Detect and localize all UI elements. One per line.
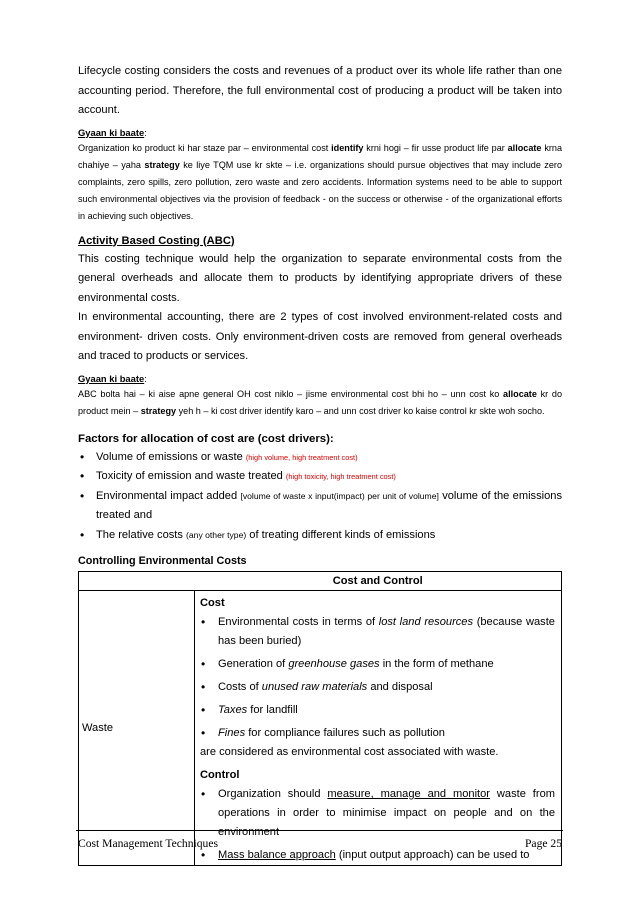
list-item: • Organization should measure, manage and monitor waste from operations in order to minimise impact on people and on the environment — [200, 785, 555, 842]
gyaan-heading-1: Gyaan ki baate: — [78, 126, 147, 138]
table-row — [79, 591, 562, 866]
cost-and-control-header: Cost and Control — [195, 572, 562, 591]
page-number: Page 25 — [524, 837, 562, 850]
control-subheading: Control — [200, 769, 240, 781]
cost-subheading: Cost — [200, 597, 225, 609]
table-header-row — [79, 572, 562, 591]
list-item: • Toxicity of emission and waste treated (high toxicity, high treatment cost) — [78, 467, 562, 487]
cost-summary: are considered as environmental cost associated with waste. — [200, 746, 499, 758]
list-item: • Environmental impact added [volume of waste x input(impact) per unit of volume] volume of the emissions treated and — [78, 487, 562, 526]
row-label-waste: Waste — [79, 591, 195, 866]
abc-heading: Activity Based Costing (ABC) — [78, 234, 235, 247]
gyaan-paragraph-1: Organization ko product ki har staze par – environmental cost identify krni hogi – fir usse product life par allocate krna chahiye – yaha strategy ke liye TQM use kr skte – i.e. organizations should pursue objectives that may include zero complaints, zero spills, zero pollution, zero waste and zero accidents. Information systems need to be able to support such environmental objectives via the provision of feedback - on the success or otherwise - of the organizational efforts in achieving such objectives. — [78, 142, 563, 221]
header-empty-cell — [79, 572, 195, 591]
cost-control-cell — [195, 591, 562, 866]
lifecycle-paragraph: Lifecycle costing considers the costs and revenues of a product over its whole life rather than one accounting period. Therefore, the full environmental cost of producing a product will be taken into account. — [78, 65, 562, 116]
factors-heading: Factors for allocation of cost are (cost drivers): — [78, 432, 334, 445]
list-item: • Fines for compliance failures such as pollution — [200, 724, 555, 743]
list-item: • Costs of unused raw materials and disposal — [200, 678, 555, 697]
cost-list — [200, 613, 555, 743]
controlling-heading: Controlling Environmental Costs — [78, 555, 247, 567]
list-item: • Mass balance approach (input output approach) can be used to — [200, 846, 555, 865]
abc-paragraph-2: In environmental accounting, there are 2 types of cost involved environment-related costs and environment- driven costs. Only environment-driven costs are removed from general overheads and traced to products or services. — [78, 311, 562, 362]
page-footer — [78, 837, 562, 850]
list-item: • Volume of emissions or waste (high volume, high treatment cost) — [78, 448, 562, 468]
gyaan-heading-2: Gyaan ki baate: — [78, 372, 147, 384]
list-item: • Generation of greenhouse gases in the form of methane — [200, 655, 555, 674]
factors-list — [78, 448, 562, 546]
controlling-costs-table — [78, 571, 562, 866]
abc-paragraph-1: This costing technique would help the organization to separate environmental costs from the general overheads and allocate them to products by identifying appropriate drivers of these environmental costs. — [78, 252, 562, 304]
gyaan-paragraph-2: ABC bolta hai – ki aise apne general OH cost niklo – jisme environmental cost bhi ho – unn cost ko allocate kr do product mein – strategy yeh h – ki cost driver identify karo – and unn cost driver ko kaise control kr skte woh socho. — [78, 388, 563, 416]
control-list — [200, 785, 555, 865]
footer-title: Cost Management Techniques — [78, 837, 219, 850]
list-item: • The relative costs (any other type) of treating different kinds of emissions — [78, 526, 562, 546]
list-item: • Taxes for landfill — [200, 701, 555, 720]
page-content — [78, 62, 562, 866]
list-item: • Environmental costs in terms of lost land resources (because waste has been buried) — [200, 613, 555, 651]
footer-divider — [76, 830, 563, 831]
